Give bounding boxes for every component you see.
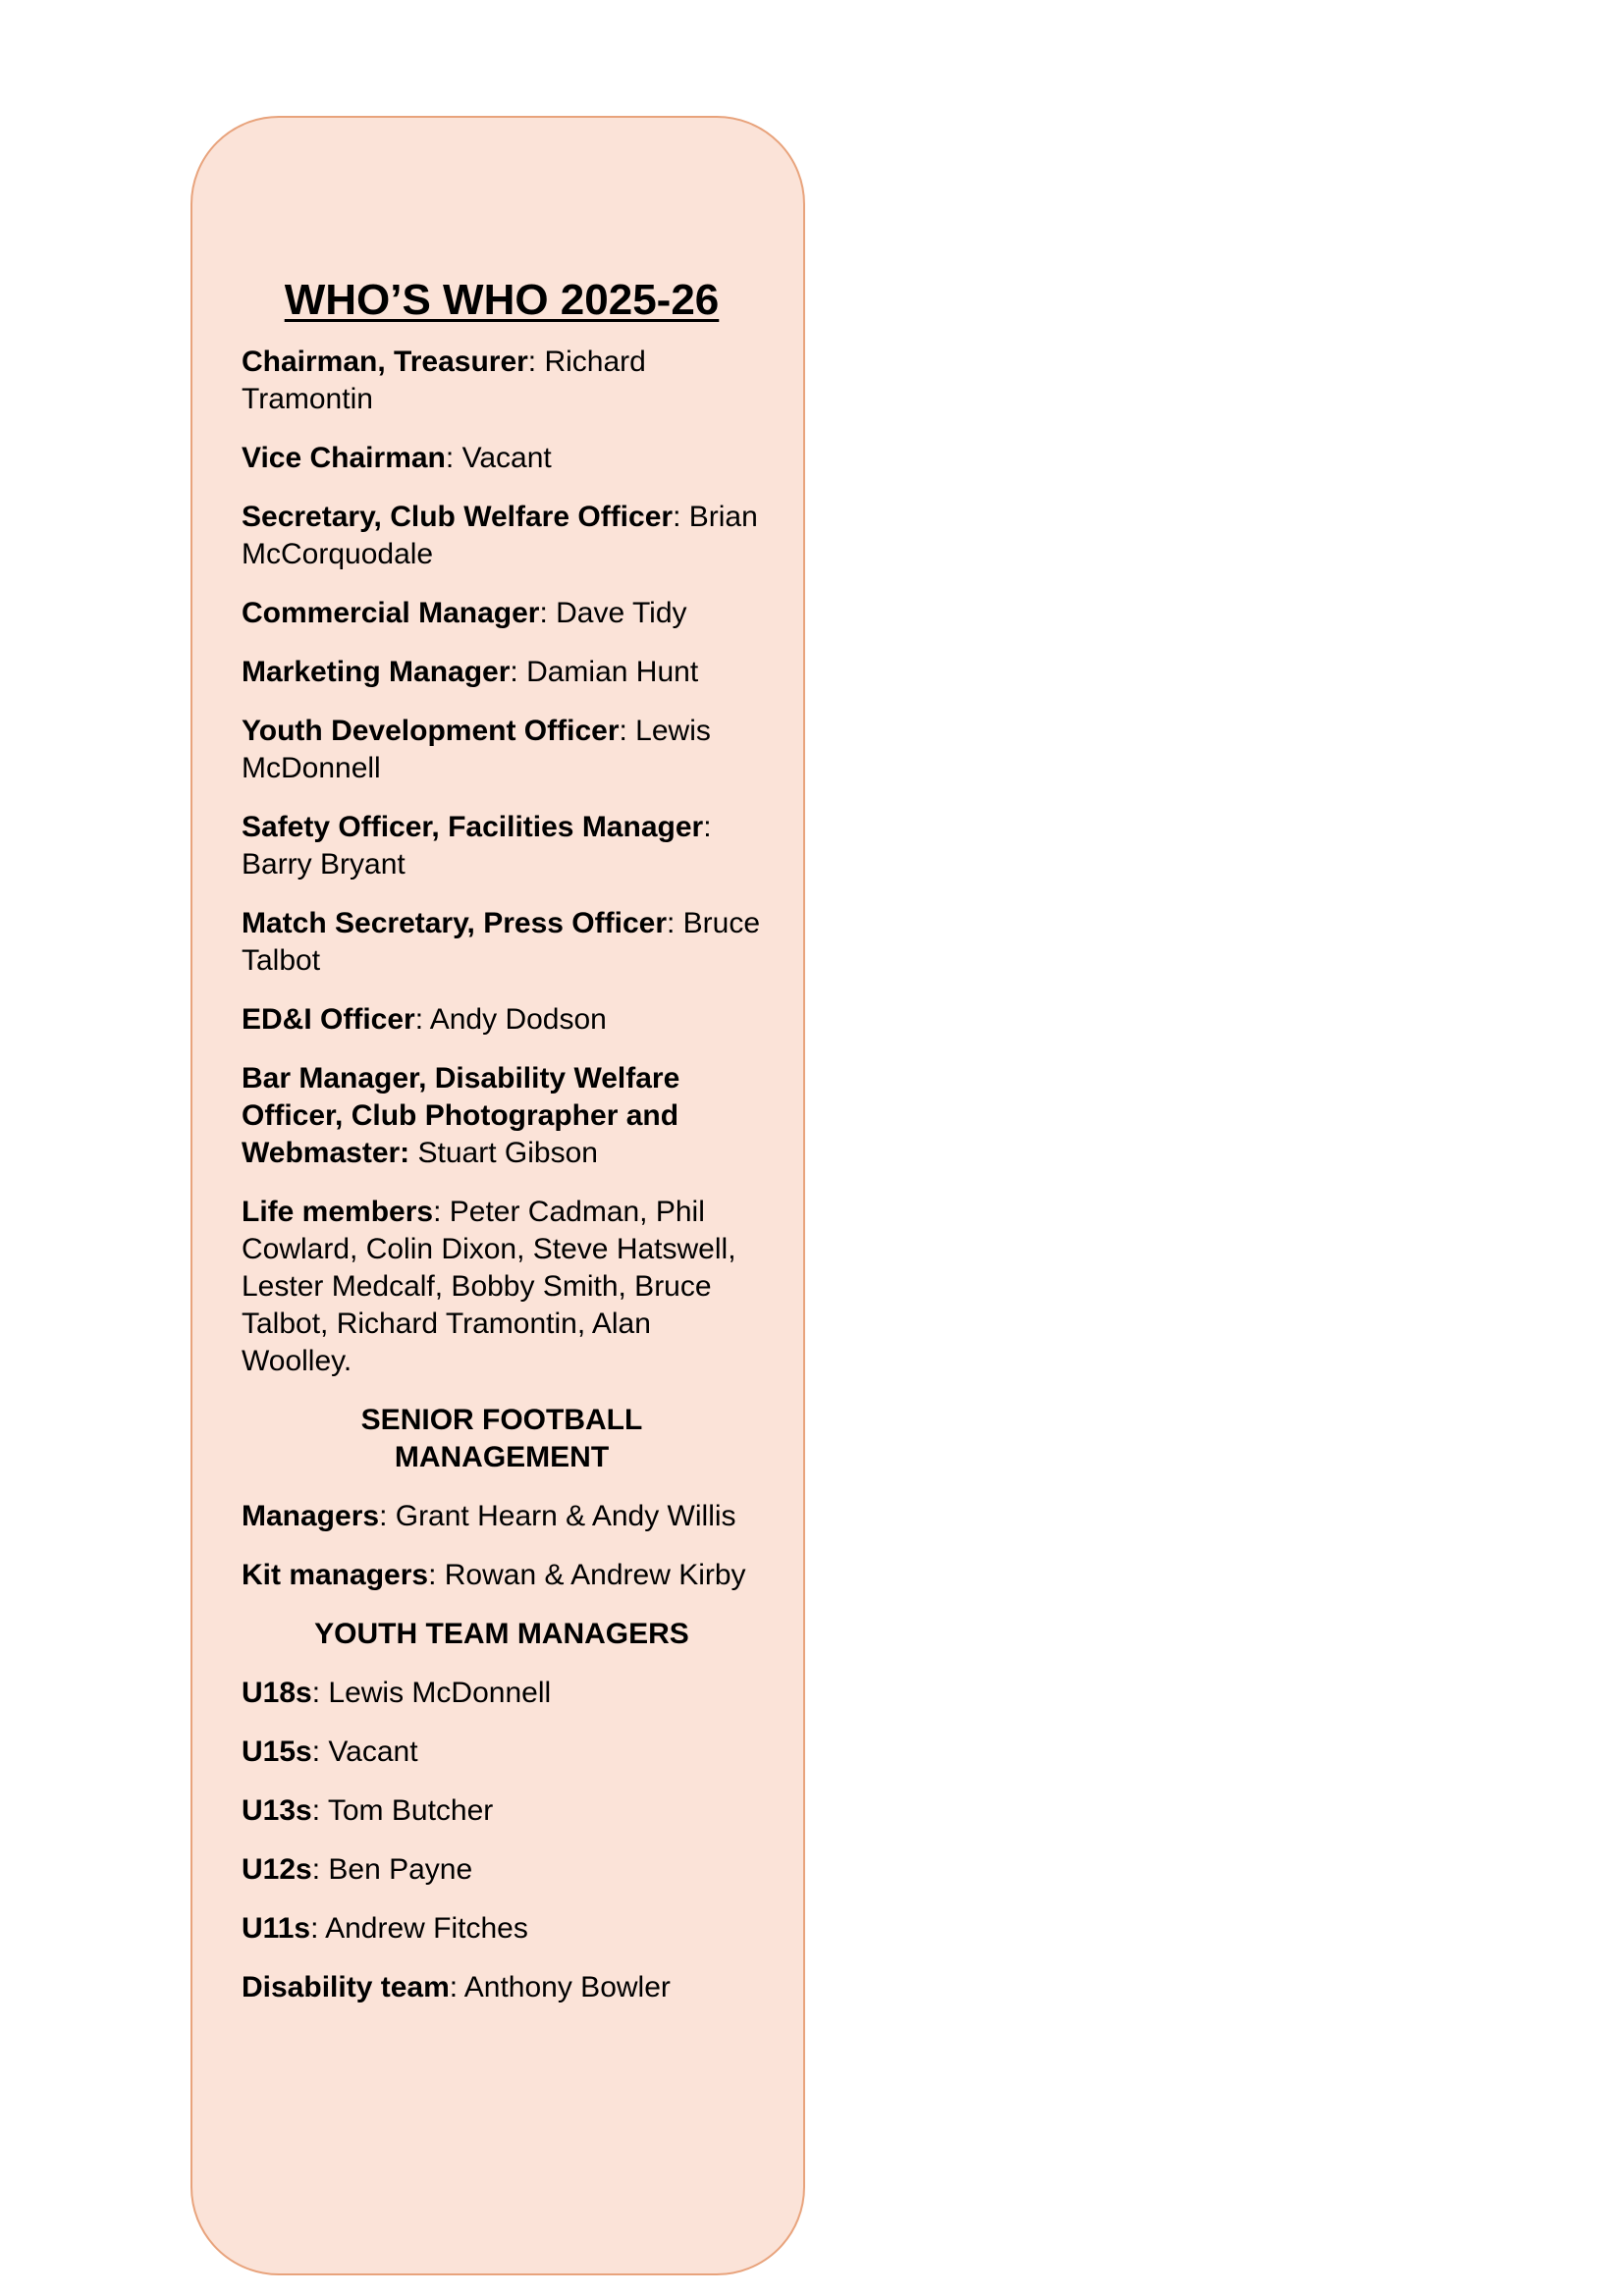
senior-name: Grant Hearn & Andy Willis: [395, 1500, 736, 1532]
official-entry: [242, 905, 762, 980]
youth-manager: Andrew Fitches: [325, 1912, 528, 1945]
separator: :: [311, 1677, 329, 1709]
official-entry: [242, 654, 762, 691]
life-members-entry: [242, 1194, 762, 1380]
official-name: Damian Hunt: [526, 656, 699, 688]
official-role: Vice Chairman: [242, 442, 446, 474]
youth-team: U18s: [242, 1677, 312, 1709]
separator: :: [379, 1500, 396, 1532]
youth-team: U11s: [242, 1912, 311, 1945]
official-role: Marketing Manager: [242, 656, 511, 688]
official-role: Safety Officer, Facilities Manager: [242, 811, 704, 843]
official-entry: [242, 344, 762, 418]
official-name: Andy Dodson: [429, 1003, 607, 1036]
separator: :: [539, 597, 557, 629]
official-entry: [242, 809, 762, 883]
official-entry: [242, 595, 762, 632]
official-name: Stuart Gibson: [417, 1137, 598, 1169]
separator: :: [311, 1794, 328, 1827]
youth-entry: [242, 1910, 762, 1948]
official-entry: [242, 713, 762, 787]
official-entry: [242, 1060, 762, 1172]
senior-name: Rowan & Andrew Kirby: [444, 1559, 746, 1591]
separator: :: [510, 656, 527, 688]
youth-team: U15s: [242, 1735, 312, 1768]
heading-line: MANAGEMENT: [394, 1441, 610, 1473]
youth-manager: Tom Butcher: [327, 1794, 494, 1827]
separator: :: [311, 1853, 329, 1886]
official-entry: [242, 440, 762, 477]
official-name: Dave Tidy: [556, 597, 687, 629]
youth-manager: Lewis McDonnell: [328, 1677, 552, 1709]
official-name: Barry Bryant: [242, 848, 406, 881]
separator: :: [449, 1971, 464, 2003]
youth-entry: [242, 1851, 762, 1889]
separator: [409, 1137, 417, 1169]
separator: :: [414, 1003, 430, 1036]
official-role: ED&I Officer: [242, 1003, 415, 1036]
youth-manager: Ben Payne: [328, 1853, 473, 1886]
youth-managers-heading: YOUTH TEAM MANAGERS: [314, 1618, 689, 1650]
youth-entry: [242, 1675, 762, 1712]
heading-line: SENIOR FOOTBALL: [360, 1404, 643, 1436]
separator: :: [433, 1196, 450, 1228]
youth-entry: [242, 1969, 762, 2006]
senior-management-heading: [242, 1402, 762, 1476]
separator: :: [703, 811, 712, 843]
official-role: Commercial Manager: [242, 597, 540, 629]
official-role: Secretary, Club Welfare Officer: [242, 501, 674, 533]
page-title: WHO’S WHO 2025-26: [284, 276, 720, 324]
separator: :: [310, 1912, 326, 1945]
separator: :: [667, 907, 683, 939]
separator: :: [311, 1735, 329, 1768]
senior-entry: [242, 1557, 762, 1594]
senior-role: Managers: [242, 1500, 380, 1532]
official-role: Match Secretary, Press Officer: [242, 907, 667, 939]
official-role: Life members: [242, 1196, 434, 1228]
separator: :: [445, 442, 462, 474]
official-role: Youth Development Officer: [242, 715, 620, 747]
separator: :: [619, 715, 636, 747]
official-entry: [242, 499, 762, 573]
official-name: Lewis McDonnell: [242, 715, 711, 784]
separator: :: [673, 501, 689, 533]
youth-manager: Vacant: [328, 1735, 418, 1768]
official-name: Vacant: [461, 442, 552, 474]
youth-team: U12s: [242, 1853, 312, 1886]
separator: :: [428, 1559, 445, 1591]
senior-role: Kit managers: [242, 1559, 429, 1591]
official-role: Bar Manager, Disability Welfare Officer, Club Photographer and Webmaster:: [242, 1062, 680, 1169]
senior-entry: [242, 1498, 762, 1535]
separator: :: [527, 346, 545, 378]
youth-manager: Anthony Bowler: [463, 1971, 671, 2003]
youth-entry: [242, 1734, 762, 1771]
youth-team: U13s: [242, 1794, 312, 1827]
official-entry: [242, 1001, 762, 1039]
official-name: Brian McCorquodale: [242, 501, 758, 570]
youth-team: Disability team: [242, 1971, 450, 2003]
whos-who-panel: [190, 116, 805, 2275]
life-members-list: Peter Cadman, Phil Cowlard, Colin Dixon, Steve Hatswell, Lester Medcalf, Bobby Smith, Bruce Talbot, Richard Tramontin, Alan Woolley.: [242, 1196, 736, 1377]
panel-content: [242, 275, 762, 2028]
official-name: Richard Tramontin: [242, 346, 646, 415]
youth-entry: [242, 1792, 762, 1830]
official-role: Chairman, Treasurer: [242, 346, 528, 378]
official-name: Bruce Talbot: [242, 907, 761, 977]
